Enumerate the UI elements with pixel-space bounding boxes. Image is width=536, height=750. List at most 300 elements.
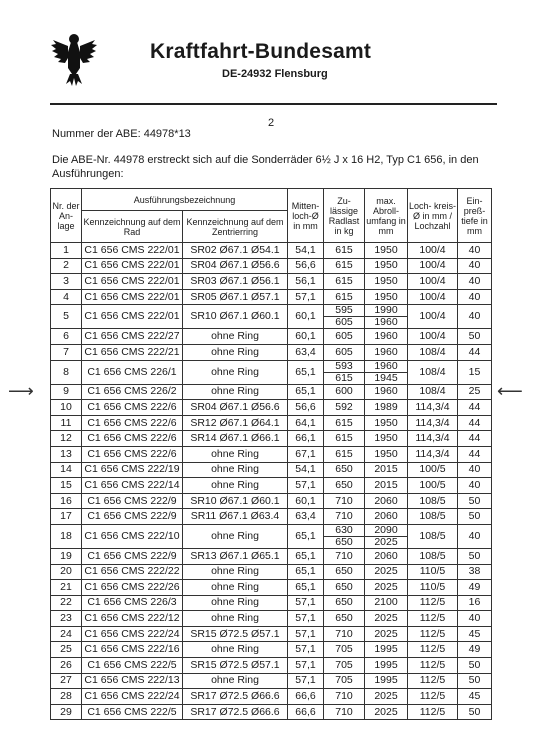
- wheel-load-value: 650: [324, 536, 364, 548]
- rolling-circumference-value: 1960: [365, 316, 407, 328]
- row-number: 11: [51, 415, 82, 431]
- wheel-marking: C1 656 CMS 222/12: [82, 611, 183, 627]
- offset: 40: [458, 462, 492, 478]
- wheel-load: [324, 243, 365, 259]
- wheel-load-value: 615: [335, 259, 353, 272]
- rolling-circumference: [365, 462, 408, 478]
- center-bore: 60,1: [288, 493, 324, 509]
- wheel-marking: C1 656 CMS 222/6: [82, 446, 183, 462]
- header-abrollumfang: max. Abroll- umfang in mm: [365, 189, 408, 243]
- wheel-load-value: 650: [335, 565, 353, 578]
- ring-marking: ohne Ring: [183, 673, 288, 689]
- rolling-circumference-value: 2015: [374, 478, 398, 491]
- wheel-load-value: 650: [335, 478, 353, 491]
- wheel-load-value: 650: [335, 580, 353, 593]
- rolling-circumference: [365, 478, 408, 494]
- wheel-marking: C1 656 CMS 222/01: [82, 305, 183, 329]
- center-bore: 57,1: [288, 611, 324, 627]
- bolt-circle: 112/5: [408, 658, 458, 674]
- table-row: [51, 642, 492, 658]
- center-bore: 66,1: [288, 431, 324, 447]
- rolling-circumference: [365, 344, 408, 360]
- table-row: [51, 548, 492, 564]
- wheel-load-value: 710: [335, 510, 353, 523]
- wheel-load-value: 615: [335, 290, 353, 303]
- wheel-load-value: 705: [335, 674, 353, 687]
- center-bore: 57,1: [288, 595, 324, 611]
- right-margin-arrow-icon: ⟵: [497, 381, 523, 401]
- rolling-circumference-value: 1950: [374, 290, 398, 303]
- table-row: [51, 400, 492, 416]
- row-number: 27: [51, 673, 82, 689]
- abe-number-line: Nummer der ABE: 44978*13: [52, 128, 191, 140]
- center-bore: 60,1: [288, 329, 324, 345]
- rolling-circumference-value: 2025: [374, 627, 398, 640]
- offset: 45: [458, 689, 492, 705]
- rolling-circumference: [365, 595, 408, 611]
- wheel-marking: C1 656 CMS 226/2: [82, 384, 183, 400]
- rolling-circumference: [365, 509, 408, 525]
- rolling-circumference: [365, 548, 408, 564]
- wheel-load: [324, 305, 365, 329]
- wheel-load: [324, 580, 365, 596]
- row-number: 8: [51, 360, 82, 384]
- table-row: [51, 673, 492, 689]
- rolling-circumference-value: 1945: [365, 372, 407, 384]
- wheel-load-value: 592: [335, 400, 353, 413]
- rolling-circumference-value: 2025: [365, 536, 407, 548]
- offset: 50: [458, 704, 492, 720]
- rolling-circumference-value: 2025: [374, 690, 398, 703]
- offset: 49: [458, 580, 492, 596]
- ring-marking: SR15 Ø72.5 Ø57.1: [183, 658, 288, 674]
- wheel-marking: C1 656 CMS 222/22: [82, 564, 183, 580]
- wheel-load-value: 615: [324, 372, 364, 384]
- wheel-marking: C1 656 CMS 222/01: [82, 289, 183, 305]
- wheel-marking: C1 656 CMS 222/6: [82, 400, 183, 416]
- rolling-circumference-value: 1950: [374, 432, 398, 445]
- offset: 40: [458, 611, 492, 627]
- center-bore: 63,4: [288, 344, 324, 360]
- rolling-circumference-value: 1960: [374, 385, 398, 398]
- bolt-circle: 112/5: [408, 673, 458, 689]
- ring-marking: SR17 Ø72.5 Ø66.6: [183, 704, 288, 720]
- rolling-circumference: [365, 673, 408, 689]
- ring-marking: ohne Ring: [183, 446, 288, 462]
- table-row: [51, 626, 492, 642]
- ring-marking: SR02 Ø67.1 Ø54.1: [183, 243, 288, 259]
- center-bore: 65,1: [288, 548, 324, 564]
- row-number: 5: [51, 305, 82, 329]
- wheel-marking: C1 656 CMS 222/9: [82, 548, 183, 564]
- wheel-marking: C1 656 CMS 222/19: [82, 462, 183, 478]
- bolt-circle: 112/5: [408, 689, 458, 705]
- bolt-circle: 112/5: [408, 642, 458, 658]
- header-kennzeichnung-ring: Kennzeichnung auf dem Zentrierring: [183, 211, 288, 243]
- wheel-load-value: 615: [335, 274, 353, 287]
- wheel-load: [324, 704, 365, 720]
- row-number: 16: [51, 493, 82, 509]
- federal-eagle-emblem-icon: [50, 30, 98, 88]
- bolt-circle: 100/5: [408, 462, 458, 478]
- table-row: [51, 611, 492, 627]
- table-row: [51, 431, 492, 447]
- table-row: [51, 446, 492, 462]
- offset: 40: [458, 243, 492, 259]
- rolling-circumference: [365, 274, 408, 290]
- rolling-circumference-value: 2025: [374, 705, 398, 718]
- rolling-circumference-value: 2100: [374, 596, 398, 609]
- table-row: [51, 274, 492, 290]
- bolt-circle: 112/5: [408, 626, 458, 642]
- wheel-marking: C1 656 CMS 222/9: [82, 493, 183, 509]
- rolling-circumference: [365, 524, 408, 548]
- row-number: 21: [51, 580, 82, 596]
- ring-marking: SR10 Ø67.1 Ø60.1: [183, 305, 288, 329]
- wheel-marking: C1 656 CMS 222/21: [82, 344, 183, 360]
- wheel-load-value: 650: [335, 463, 353, 476]
- bolt-circle: 100/4: [408, 274, 458, 290]
- ring-marking: SR13 Ø67.1 Ø65.1: [183, 548, 288, 564]
- header-radlast: Zu- lässige Radlast in kg: [324, 189, 365, 243]
- header-kennzeichnung-rad: Kennzeichnung auf dem Rad: [82, 211, 183, 243]
- rolling-circumference: [365, 431, 408, 447]
- wheel-marking: C1 656 CMS 222/5: [82, 658, 183, 674]
- wheel-load: [324, 446, 365, 462]
- table-row: [51, 595, 492, 611]
- wheel-marking: C1 656 CMS 222/16: [82, 642, 183, 658]
- ring-marking: SR04 Ø67.1 Ø56.6: [183, 258, 288, 274]
- rolling-circumference: [365, 243, 408, 259]
- ring-marking: SR03 Ø67.1 Ø56.1: [183, 274, 288, 290]
- bolt-circle: 112/5: [408, 595, 458, 611]
- wheel-marking: C1 656 CMS 222/14: [82, 478, 183, 494]
- bolt-circle: 108/5: [408, 509, 458, 525]
- wheel-load-value: 595: [335, 304, 353, 317]
- rolling-circumference-value: 2060: [374, 510, 398, 523]
- bolt-circle: 100/5: [408, 478, 458, 494]
- wheel-load: [324, 329, 365, 345]
- offset: 44: [458, 431, 492, 447]
- rolling-circumference: [365, 564, 408, 580]
- rolling-circumference-value: 1989: [374, 400, 398, 413]
- wheel-load: [324, 509, 365, 525]
- wheel-load: [324, 360, 365, 384]
- wheel-marking: C1 656 CMS 226/1: [82, 360, 183, 384]
- table-row: [51, 704, 492, 720]
- wheel-marking: C1 656 CMS 222/9: [82, 509, 183, 525]
- center-bore: 57,1: [288, 478, 324, 494]
- center-bore: 65,1: [288, 564, 324, 580]
- offset: 38: [458, 564, 492, 580]
- wheel-load: [324, 344, 365, 360]
- ring-marking: SR11 Ø67.1 Ø63.4: [183, 509, 288, 525]
- wheel-marking: C1 656 CMS 226/3: [82, 595, 183, 611]
- offset: 25: [458, 384, 492, 400]
- rolling-circumference: [365, 360, 408, 384]
- ring-marking: ohne Ring: [183, 524, 288, 548]
- table-row: [51, 493, 492, 509]
- rolling-circumference: [365, 258, 408, 274]
- rolling-circumference: [365, 305, 408, 329]
- bolt-circle: 108/5: [408, 548, 458, 564]
- table-row: [51, 580, 492, 596]
- table-row: [51, 509, 492, 525]
- bolt-circle: 114,3/4: [408, 431, 458, 447]
- center-bore: 57,1: [288, 673, 324, 689]
- row-number: 19: [51, 548, 82, 564]
- ring-marking: SR17 Ø72.5 Ø66.6: [183, 689, 288, 705]
- wheel-load: [324, 274, 365, 290]
- row-number: 28: [51, 689, 82, 705]
- rolling-circumference-value: 1960: [374, 345, 398, 358]
- row-number: 26: [51, 658, 82, 674]
- wheel-load-value: 710: [335, 705, 353, 718]
- row-number: 18: [51, 524, 82, 548]
- rolling-circumference-value: 2025: [374, 565, 398, 578]
- center-bore: 56,1: [288, 274, 324, 290]
- bolt-circle: 112/5: [408, 611, 458, 627]
- table-row: [51, 329, 492, 345]
- organization-address: DE-24932 Flensburg: [222, 68, 328, 80]
- rolling-circumference: [365, 415, 408, 431]
- wheel-load-value: 650: [335, 612, 353, 625]
- rolling-circumference-value: 1950: [374, 274, 398, 287]
- wheel-load: [324, 564, 365, 580]
- organization-name: Kraftfahrt-Bundesamt: [150, 40, 372, 63]
- wheel-marking: C1 656 CMS 222/24: [82, 689, 183, 705]
- bolt-circle: 100/4: [408, 329, 458, 345]
- row-number: 10: [51, 400, 82, 416]
- wheel-load: [324, 642, 365, 658]
- ring-marking: ohne Ring: [183, 329, 288, 345]
- ring-marking: ohne Ring: [183, 478, 288, 494]
- wheel-load-value: 705: [335, 643, 353, 656]
- header-ausfuehrung: Ausführungsbezeichnung: [82, 189, 288, 211]
- offset: 15: [458, 360, 492, 384]
- ring-marking: ohne Ring: [183, 595, 288, 611]
- row-number: 9: [51, 384, 82, 400]
- offset: 40: [458, 289, 492, 305]
- table-row: [51, 360, 492, 384]
- row-number: 29: [51, 704, 82, 720]
- wheel-load: [324, 689, 365, 705]
- row-number: 15: [51, 478, 82, 494]
- wheel-load-value: 615: [335, 243, 353, 256]
- wheel-load: [324, 524, 365, 548]
- wheel-load: [324, 384, 365, 400]
- wheel-load-value: 605: [324, 316, 364, 328]
- rolling-circumference: [365, 446, 408, 462]
- wheel-marking: C1 656 CMS 222/01: [82, 258, 183, 274]
- wheel-load-value: 605: [335, 345, 353, 358]
- wheel-marking: C1 656 CMS 222/6: [82, 415, 183, 431]
- ring-marking: ohne Ring: [183, 344, 288, 360]
- bolt-circle: 108/5: [408, 493, 458, 509]
- bolt-circle: 108/4: [408, 360, 458, 384]
- wheel-load-value: 630: [335, 523, 353, 536]
- rolling-circumference: [365, 493, 408, 509]
- wheel-load: [324, 478, 365, 494]
- table-row: [51, 689, 492, 705]
- center-bore: 56,6: [288, 400, 324, 416]
- wheel-load-value: 615: [335, 447, 353, 460]
- center-bore: 54,1: [288, 243, 324, 259]
- bolt-circle: 100/4: [408, 243, 458, 259]
- offset: 50: [458, 509, 492, 525]
- wheel-load-value: 710: [335, 494, 353, 507]
- table-row: [51, 478, 492, 494]
- wheel-load-value: 605: [335, 330, 353, 343]
- offset: 40: [458, 478, 492, 494]
- rolling-circumference: [365, 626, 408, 642]
- table-row: [51, 289, 492, 305]
- header-lochkreis: Loch- kreis-Ø in mm / Lochzahl: [408, 189, 458, 243]
- table-row: [51, 243, 492, 259]
- center-bore: 63,4: [288, 509, 324, 525]
- center-bore: 65,1: [288, 580, 324, 596]
- header-mittenloch: Mitten- loch-Ø in mm: [288, 189, 324, 243]
- row-number: 2: [51, 258, 82, 274]
- table-row: [51, 415, 492, 431]
- wheel-marking: C1 656 CMS 222/27: [82, 329, 183, 345]
- wheel-marking: C1 656 CMS 222/6: [82, 431, 183, 447]
- table-row: [51, 658, 492, 674]
- header-nr: Nr. der An- lage: [51, 189, 82, 243]
- rolling-circumference-value: 1950: [374, 447, 398, 460]
- wheel-variants-table: [50, 188, 492, 720]
- center-bore: 56,6: [288, 258, 324, 274]
- wheel-load: [324, 673, 365, 689]
- rolling-circumference-value: 2025: [374, 580, 398, 593]
- row-number: 22: [51, 595, 82, 611]
- rolling-circumference: [365, 689, 408, 705]
- wheel-load-value: 705: [335, 658, 353, 671]
- intro-paragraph: Die ABE-Nr. 44978 erstreckt sich auf die Sonderräder 6½ J x 16 H2, Typ C1 656, in den Ausführungen:: [52, 154, 479, 180]
- center-bore: 67,1: [288, 446, 324, 462]
- ring-marking: SR10 Ø67.1 Ø60.1: [183, 493, 288, 509]
- offset: 40: [458, 305, 492, 329]
- ring-marking: ohne Ring: [183, 611, 288, 627]
- center-bore: 66,6: [288, 704, 324, 720]
- center-bore: 57,1: [288, 626, 324, 642]
- rolling-circumference-value: 2015: [374, 463, 398, 476]
- offset: 50: [458, 673, 492, 689]
- row-number: 3: [51, 274, 82, 290]
- rolling-circumference-value: 1960: [374, 330, 398, 343]
- wheel-marking: C1 656 CMS 222/26: [82, 580, 183, 596]
- wheel-load-value: 710: [335, 549, 353, 562]
- row-number: 17: [51, 509, 82, 525]
- row-number: 1: [51, 243, 82, 259]
- row-number: 13: [51, 446, 82, 462]
- ring-marking: ohne Ring: [183, 384, 288, 400]
- wheel-load-value: 710: [335, 690, 353, 703]
- rolling-circumference-value: 1950: [374, 243, 398, 256]
- center-bore: 65,1: [288, 360, 324, 384]
- wheel-load: [324, 462, 365, 478]
- wheel-load: [324, 493, 365, 509]
- wheel-load: [324, 431, 365, 447]
- wheel-load-value: 615: [335, 432, 353, 445]
- ring-marking: ohne Ring: [183, 564, 288, 580]
- offset: 50: [458, 493, 492, 509]
- center-bore: 65,1: [288, 524, 324, 548]
- bolt-circle: 110/5: [408, 580, 458, 596]
- wheel-load: [324, 415, 365, 431]
- row-number: 24: [51, 626, 82, 642]
- row-number: 25: [51, 642, 82, 658]
- offset: 50: [458, 658, 492, 674]
- row-number: 23: [51, 611, 82, 627]
- center-bore: 64,1: [288, 415, 324, 431]
- bolt-circle: 108/4: [408, 384, 458, 400]
- offset: 44: [458, 344, 492, 360]
- wheel-marking: C1 656 CMS 222/5: [82, 704, 183, 720]
- rolling-circumference-value: 1995: [374, 674, 398, 687]
- wheel-marking: C1 656 CMS 222/01: [82, 243, 183, 259]
- wheel-marking: C1 656 CMS 222/01: [82, 274, 183, 290]
- header-einpresstiefe: Ein- preß- tiefe in mm: [458, 189, 492, 243]
- table-row: [51, 524, 492, 548]
- offset: 50: [458, 548, 492, 564]
- rolling-circumference-value: 1950: [374, 259, 398, 272]
- rolling-circumference-value: 1995: [374, 643, 398, 656]
- rolling-circumference-value: 1990: [374, 304, 398, 317]
- wheel-load: [324, 289, 365, 305]
- offset: 45: [458, 626, 492, 642]
- page-number: 2: [268, 117, 275, 129]
- rolling-circumference-value: 1995: [374, 658, 398, 671]
- wheel-load-value: 650: [335, 596, 353, 609]
- ring-marking: SR15 Ø72.5 Ø57.1: [183, 626, 288, 642]
- center-bore: 57,1: [288, 289, 324, 305]
- wheel-marking: C1 656 CMS 222/13: [82, 673, 183, 689]
- wheel-load-value: 615: [335, 416, 353, 429]
- ring-marking: ohne Ring: [183, 360, 288, 384]
- wheel-load: [324, 548, 365, 564]
- rolling-circumference: [365, 400, 408, 416]
- table-row: [51, 305, 492, 329]
- wheel-load: [324, 611, 365, 627]
- rolling-circumference-value: 2060: [374, 549, 398, 562]
- left-margin-arrow-icon: ⟶: [8, 381, 34, 401]
- rolling-circumference: [365, 384, 408, 400]
- offset: 44: [458, 415, 492, 431]
- bolt-circle: 114,3/4: [408, 415, 458, 431]
- table-row: [51, 384, 492, 400]
- offset: 16: [458, 595, 492, 611]
- bolt-circle: 100/4: [408, 305, 458, 329]
- offset: 40: [458, 524, 492, 548]
- offset: 50: [458, 329, 492, 345]
- offset: 40: [458, 258, 492, 274]
- header-divider: [50, 103, 497, 105]
- center-bore: 57,1: [288, 658, 324, 674]
- bolt-circle: 108/4: [408, 344, 458, 360]
- bolt-circle: 114,3/4: [408, 400, 458, 416]
- rolling-circumference-value: 1950: [374, 416, 398, 429]
- bolt-circle: 100/4: [408, 258, 458, 274]
- bolt-circle: 114,3/4: [408, 446, 458, 462]
- row-number: 12: [51, 431, 82, 447]
- ring-marking: ohne Ring: [183, 580, 288, 596]
- wheel-load: [324, 595, 365, 611]
- rolling-circumference: [365, 329, 408, 345]
- row-number: 14: [51, 462, 82, 478]
- rolling-circumference: [365, 289, 408, 305]
- rolling-circumference: [365, 642, 408, 658]
